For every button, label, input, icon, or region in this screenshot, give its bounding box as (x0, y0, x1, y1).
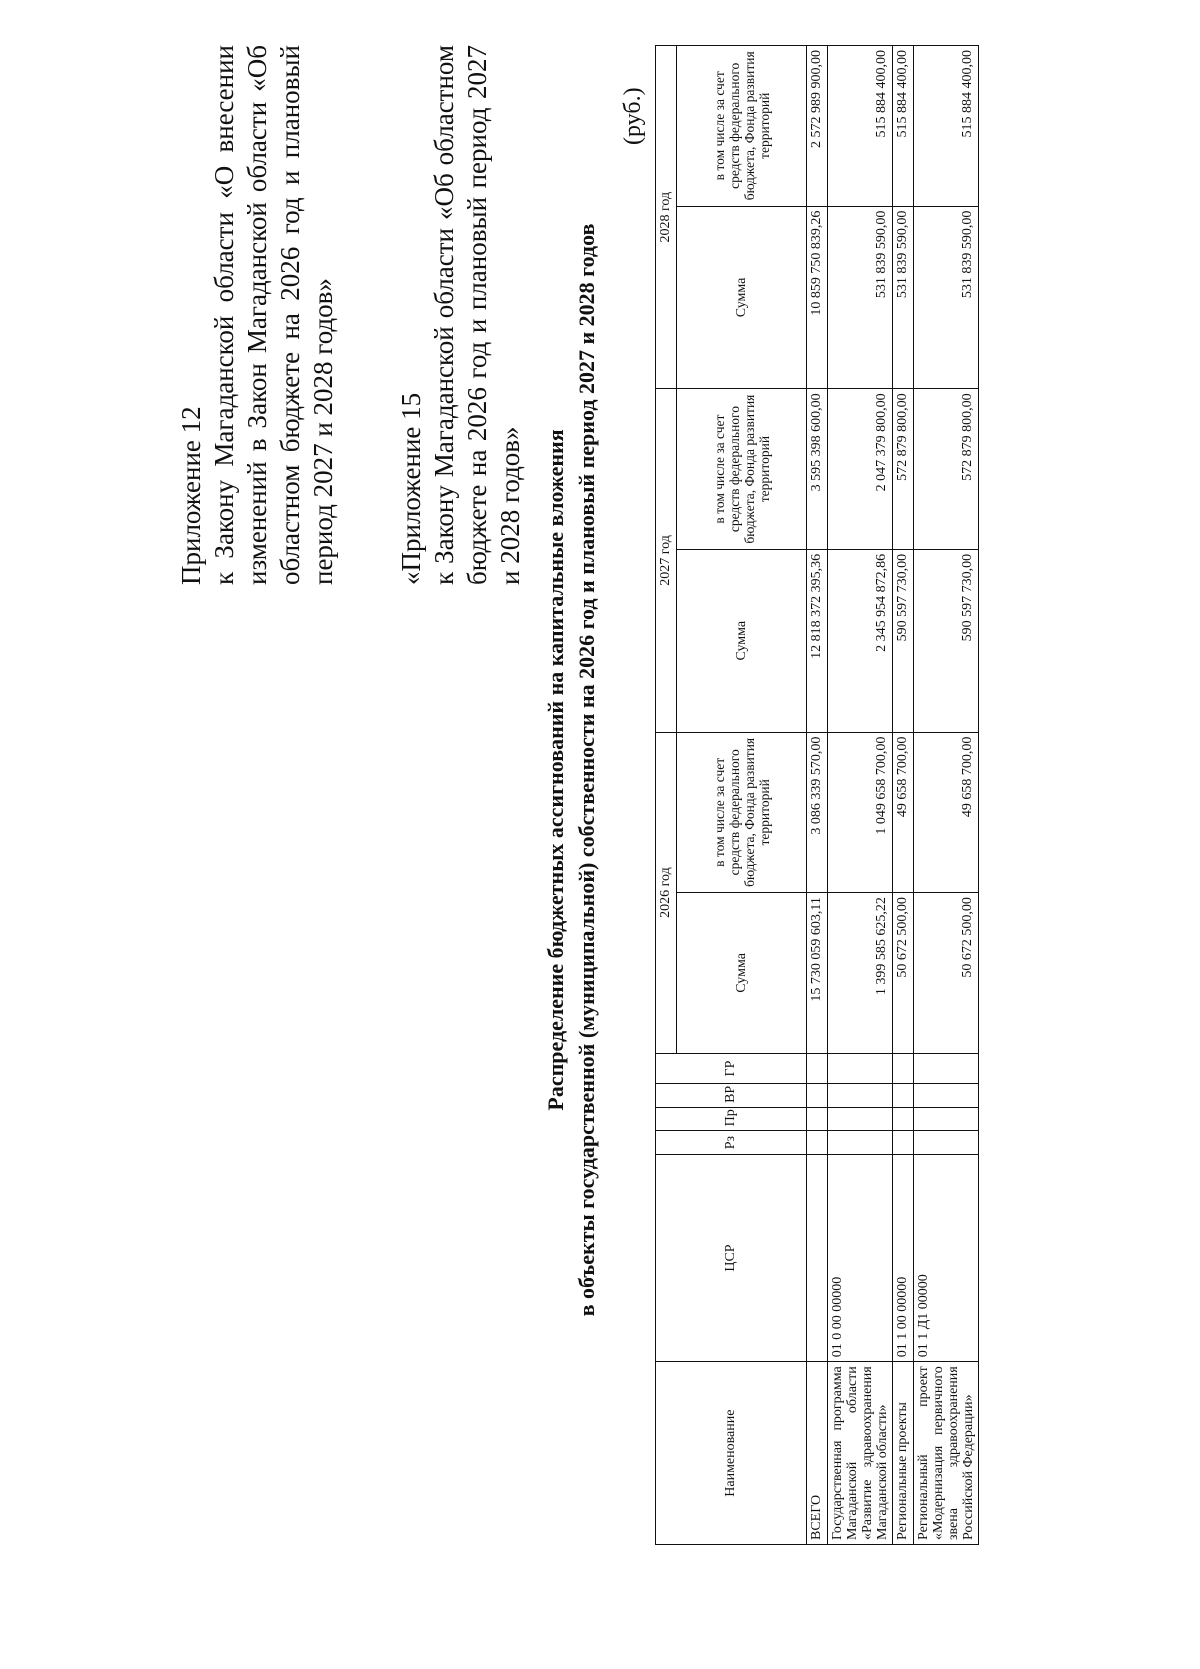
header-name: Наименование (656, 1362, 807, 1545)
row-federal-2026: 49 658 700,00 (893, 732, 914, 893)
appendix-15-text: к Закону Магаданской области «Об областном бюджете на 2026 год и плановый период 2027 и 2028 годов» (429, 45, 525, 585)
document-title (540, 45, 602, 1495)
unit-label: (руб.) (620, 87, 646, 145)
row-pr (828, 1107, 893, 1130)
table-row (893, 46, 914, 1545)
header-rz: Рз (656, 1131, 807, 1154)
row-sum-2026: 15 730 059 603,11 (807, 893, 828, 1054)
row-sum-2026: 50 672 500,00 (914, 893, 979, 1054)
row-federal-2026: 3 086 339 570,00 (807, 732, 828, 893)
row-vr (893, 1084, 914, 1107)
table-row (807, 46, 828, 1545)
appendix-12-title: Приложение 12 (176, 406, 206, 585)
row-name: Государственная программа Магаданской области «Развитие здравоохранения Магаданской области» (828, 1362, 893, 1545)
row-federal-2027: 572 879 800,00 (893, 389, 914, 550)
appendix-12-header (175, 45, 340, 585)
row-sum-2027: 590 597 730,00 (893, 549, 914, 732)
row-sum-2028: 531 839 590,00 (828, 206, 893, 389)
row-federal-2028: 515 884 400,00 (914, 46, 979, 207)
row-rz (893, 1131, 914, 1154)
header-sum-2027: Сумма (677, 549, 807, 732)
row-name: ВСЕГО (807, 1362, 828, 1545)
row-pr (807, 1107, 828, 1130)
row-federal-2026: 1 049 658 700,00 (828, 732, 893, 893)
document-title-line-2: в объекты государственной (муниципальной) собственности на 2026 год и плановый период 2027 и 2028 годов (574, 223, 599, 1317)
header-year-2026: 2026 год (656, 732, 677, 1053)
document-title-line-1: Распределение бюджетных ассигнований на капитальные вложения (543, 429, 568, 1111)
appendix-15-title: «Приложение 15 (396, 392, 426, 585)
row-sum-2026: 50 672 500,00 (893, 893, 914, 1054)
row-sum-2026: 1 399 585 625,22 (828, 893, 893, 1054)
header-sum-2026: Сумма (677, 893, 807, 1054)
row-rz (807, 1131, 828, 1154)
header-year-2028: 2028 год (656, 46, 677, 389)
header-federal-2026: в том числе за счет средств федерального бюджета, Фонда развития территорий (677, 732, 807, 893)
row-pr (914, 1107, 979, 1130)
row-csr: 01 1 Д1 00000 (914, 1154, 979, 1361)
row-csr (807, 1154, 828, 1361)
row-sum-2027: 2 345 954 872,86 (828, 549, 893, 732)
header-federal-2028: в том числе за счет средств федерального бюджета, Фонда развития территорий (677, 46, 807, 207)
row-pr (893, 1107, 914, 1130)
row-sum-2027: 12 818 372 395,36 (807, 549, 828, 732)
row-name: Региональные проекты (893, 1362, 914, 1545)
row-gr (807, 1053, 828, 1084)
row-vr (807, 1084, 828, 1107)
row-rz (828, 1131, 893, 1154)
row-sum-2028: 10 859 750 839,26 (807, 206, 828, 389)
header-year-2027: 2027 год (656, 389, 677, 732)
row-name: Региональный проект «Модернизация первичного звена здравоохранения Российской Федерации» (914, 1362, 979, 1545)
header-sum-2028: Сумма (677, 206, 807, 389)
row-federal-2026: 49 658 700,00 (914, 732, 979, 893)
table-row (914, 46, 979, 1545)
header-pr: Пр (656, 1107, 807, 1130)
row-rz (914, 1131, 979, 1154)
budget-table (655, 45, 979, 1545)
row-federal-2027: 3 595 398 600,00 (807, 389, 828, 550)
row-sum-2028: 531 839 590,00 (914, 206, 979, 389)
row-federal-2028: 2 572 989 900,00 (807, 46, 828, 207)
row-sum-2027: 590 597 730,00 (914, 549, 979, 732)
table-row (828, 46, 893, 1545)
row-gr (828, 1053, 893, 1084)
row-federal-2028: 515 884 400,00 (893, 46, 914, 207)
document-page (100, 35, 1120, 1615)
row-sum-2028: 531 839 590,00 (893, 206, 914, 389)
row-csr: 01 1 00 00000 (893, 1154, 914, 1361)
header-csr: ЦСР (656, 1154, 807, 1361)
row-csr: 01 0 00 00000 (828, 1154, 893, 1361)
row-federal-2027: 2 047 379 800,00 (828, 389, 893, 550)
appendix-12-text: к Закону Магаданской области «О внесении изменений в Закон Магаданской области «Об областном бюджете на 2026 год и плановый период 2027 и 2028 годов» (209, 45, 338, 585)
header-gr: ГР (656, 1053, 807, 1084)
row-gr (914, 1053, 979, 1084)
appendix-15-header (395, 45, 527, 585)
row-federal-2027: 572 879 800,00 (914, 389, 979, 550)
row-vr (914, 1084, 979, 1107)
row-federal-2028: 515 884 400,00 (828, 46, 893, 207)
row-vr (828, 1084, 893, 1107)
row-gr (893, 1053, 914, 1084)
header-federal-2027: в том числе за счет средств федерального бюджета, Фонда развития территорий (677, 389, 807, 550)
header-vr: ВР (656, 1084, 807, 1107)
